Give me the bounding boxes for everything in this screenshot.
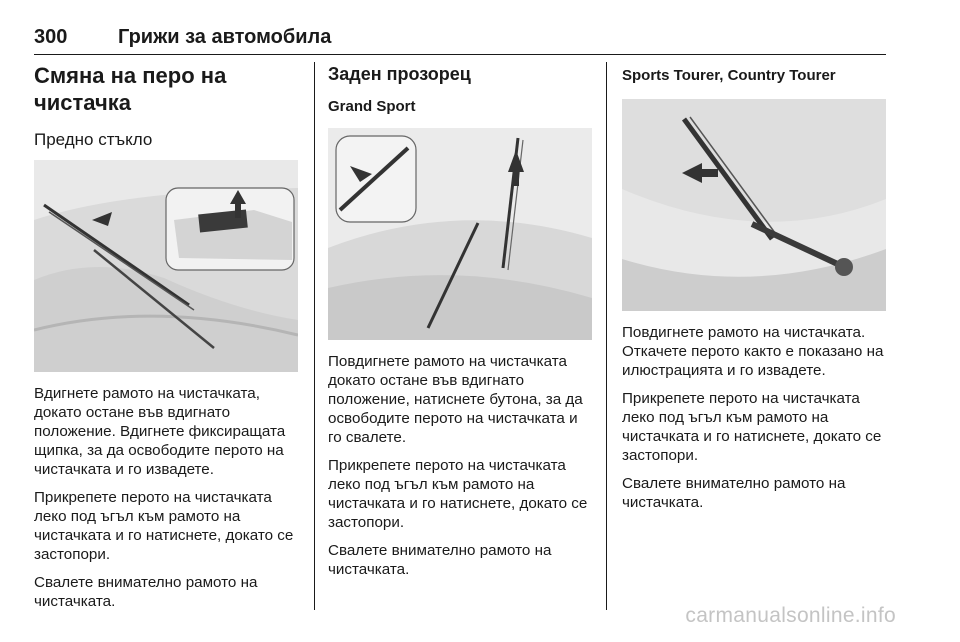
grand-sport-wiper-illustration [328,128,592,340]
section-title: Смяна на перо на чистачка [34,63,227,115]
column-rear-window [328,62,592,588]
section-subtitle: Grand Sport [328,98,416,115]
paragraph: Прикрепете перото на чистачката леко под ъгъл към рамото на чистачката и го натиснете, докато се застопори. [622,390,882,464]
section-subtitle: Предно стъкло [34,130,153,149]
page-number: 300 [34,26,68,48]
column-front-windscreen [34,62,300,620]
column-sports-tourer [622,62,888,521]
section-subtitle: Sports Tourer, Country Tourer [622,67,836,84]
paragraph: Вдигнете рамото на чистачката, докато остане във вдигнато положение. Вдигнете фиксиращата щипка, за да освободите перото на чистачката и го извадете. [34,385,286,478]
paragraph: Свалете внимателно рамото на чистачката. [622,475,846,511]
section-title: Заден прозорец [328,64,471,84]
paragraph: Повдигнете рамото на чистачката докато остане във вдигнато положение, натиснете бутона, за да освободите перото на чистачката и го свалете. [328,353,583,446]
paragraph: Прикрепете перото на чистачката леко под ъгъл към рамото на чистачката и го натиснете, докато се застопори. [328,457,588,531]
paragraph: Прикрепете перото на чистачката леко под ъгъл към рамото на чистачката и го натиснете, докато се застопори. [34,489,294,563]
sports-tourer-wiper-illustration [622,99,886,311]
front-wiper-illustration [34,160,298,372]
running-title: Грижи за автомобила [118,26,332,48]
paragraph: Повдигнете рамото на чистачката. Откачете перото както е показано на илюстрацията и го извадете. [622,324,884,379]
column-divider [314,62,315,610]
paragraph: Свалете внимателно рамото на чистачката. [34,574,258,610]
watermark: carmanualsonline.info [685,604,896,627]
page-header [34,26,886,55]
column-divider [606,62,607,610]
paragraph: Свалете внимателно рамото на чистачката. [328,542,552,578]
